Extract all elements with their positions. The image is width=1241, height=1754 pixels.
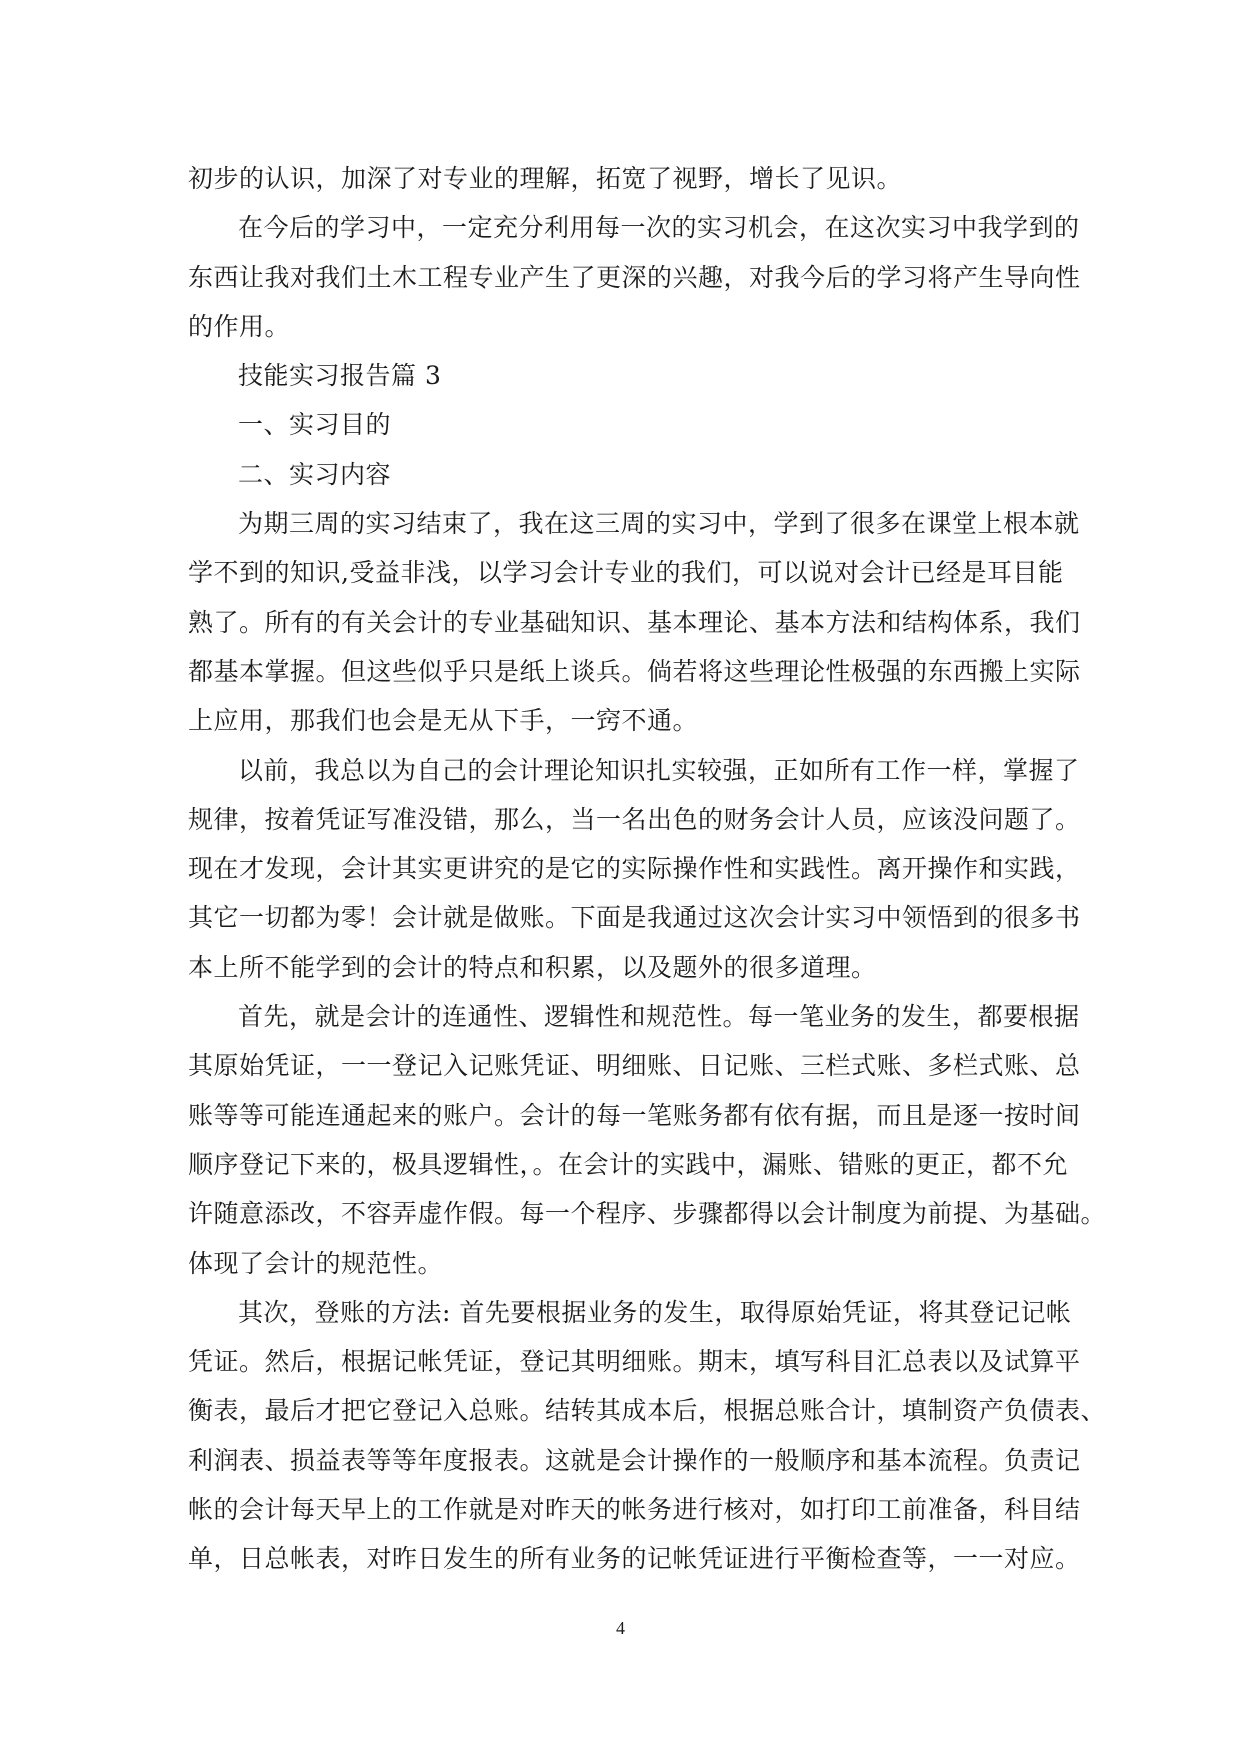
text-line: 凭证。然后，根据记帐凭证，登记其明细账。期末，填写科目汇总表以及试算平 <box>188 1347 1081 1377</box>
text-line: 规律，按着凭证写准没错，那么，当一名出色的财务会计人员，应该没问题了。 <box>188 804 1081 834</box>
text-line: 首先，就是会计的连通性、逻辑性和规范性。每一笔业务的发生，都要根据 <box>238 1002 1080 1032</box>
text-line: 现在才发现，会计其实更讲究的是它的实际操作性和实践性。离开操作和实践， <box>188 854 1081 884</box>
text-line: 顺序登记下来的，极具逻辑性，。在会计的实践中，漏账、错账的更正，都不允 <box>188 1149 1069 1179</box>
text-line: 衡表，最后才把它登记入总账。结转其成本后，根据总账合计，填制资产负债表、 <box>188 1396 1107 1426</box>
text-line: 其它一切都为零！会计就是做账。下面是我通过这次会计实习中领悟到的很多书 <box>188 903 1081 933</box>
section-heading: 技能实习报告篇 3 <box>238 361 442 391</box>
text-line: 为期三周的实习结束了，我在这三周的实习中，学到了很多在课堂上根本就 <box>238 509 1080 539</box>
subsection-heading: 二、实习内容 <box>238 459 392 489</box>
text-line: 账等等可能连通起来的账户。会计的每一笔账务都有依有据，而且是逐一按时间 <box>188 1100 1081 1130</box>
text-line: 利润表、损益表等等年度报表。这就是会计操作的一般顺序和基本流程。负责记 <box>188 1445 1081 1475</box>
text-line: 单，日总帐表，对昨日发生的所有业务的记帐凭证进行平衡检查等，一一对应。 <box>188 1544 1081 1574</box>
text-line: 熟了。所有的有关会计的专业基础知识、基本理论、基本方法和结构体系，我们 <box>188 607 1081 637</box>
text-line: 体现了会计的规范性。 <box>188 1248 444 1278</box>
text-line: 学不到的知识,受益非浅，以学习会计专业的我们，可以说对会计已经是耳目能 <box>188 558 1064 588</box>
text-line: 的作用。 <box>188 311 291 341</box>
text-line: 上应用，那我们也会是无从下手，一窍不通。 <box>188 706 699 736</box>
text-line: 都基本掌握。但这些似乎只是纸上谈兵。倘若将这些理论性极强的东西搬上实际 <box>188 656 1081 686</box>
subsection-heading: 一、实习目的 <box>238 410 392 440</box>
page-number: 4 <box>616 1618 625 1638</box>
text-line: 在今后的学习中，一定充分利用每一次的实习机会，在这次实习中我学到的 <box>238 213 1080 243</box>
text-line: 以前，我总以为自己的会计理论知识扎实较强，正如所有工作一样，掌握了 <box>238 755 1080 785</box>
text-line: 初步的认识，加深了对专业的理解，拓宽了视野，增长了见识。 <box>188 164 903 193</box>
text-line: 本上所不能学到的会计的特点和积累，以及题外的很多道理。 <box>188 952 877 982</box>
text-line: 其次，登账的方法: 首先要根据业务的发生，取得原始凭证，将其登记记帐 <box>238 1297 1072 1327</box>
text-line: 帐的会计每天早上的工作就是对昨天的帐务进行核对，如打印工前准备，科目结 <box>188 1495 1081 1525</box>
document-body <box>188 154 1107 1584</box>
text-line: 许随意添改，不容弄虚作假。每一个程序、步骤都得以会计制度为前提、为基础。 <box>188 1199 1107 1229</box>
text-line: 其原始凭证，一一登记入记账凭证、明细账、日记账、三栏式账、多栏式账、总 <box>188 1051 1081 1081</box>
text-line: 东西让我对我们土木工程专业产生了更深的兴趣，对我今后的学习将产生导向性 <box>188 262 1081 292</box>
